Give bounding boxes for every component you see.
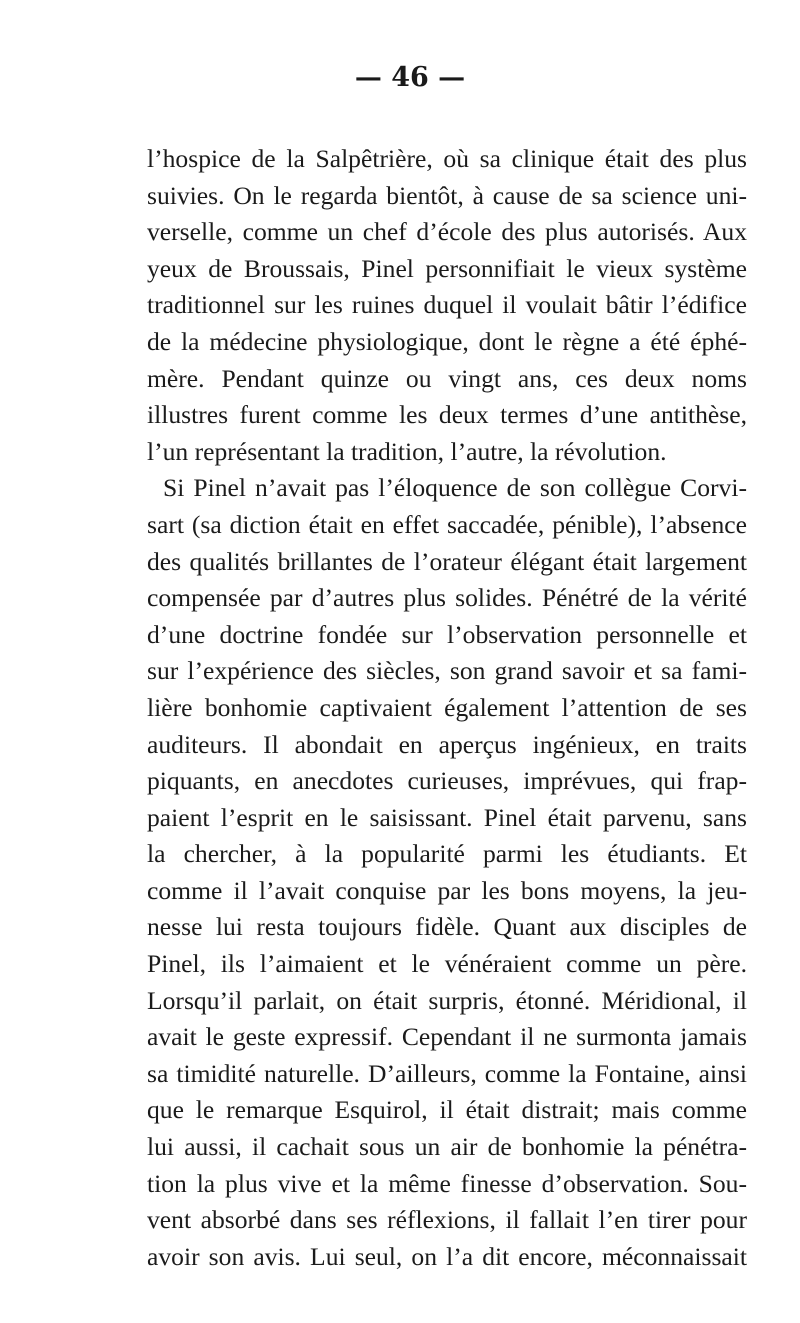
text-line: avoir son avis. Lui seul, on l’a dit encore, méconnaissait [147,1241,747,1271]
text-line: sur l’expérience des siècles, son grand savoir et sa fami- [147,656,747,686]
text-line: l’hospice de la Salpêtrière, où sa clinique était des plus [147,144,747,173]
text-line: Lorsqu’il parlait, on était surpris, étonné. Méridional, il [147,985,747,1015]
text-line: verselle, comme un chef d’école des plus autorisés. Aux [147,217,747,247]
text-line: que le remarque Esquirol, il était distrait; mais comme [147,1095,747,1125]
text-line: l’un représentant la tradition, l’autre, la révolution. [147,436,667,466]
page-number: — 46 — [354,62,466,93]
text-line: avait le geste expressif. Cependant il ne surmonta jamais [147,1022,747,1052]
text-line: auditeurs. Il abondait en aperçus ingénieux, en traits [147,729,747,759]
text-line: comme il l’avait conquise par les bons moyens, la jeu- [147,875,747,905]
text-line: mère. Pendant quinze ou vingt ans, ces deux noms [147,363,747,393]
text-line: lière bonhomie captivaient également l’attention de ses [147,692,747,722]
text-line: d’une doctrine fondée sur l’observation personnelle et [147,619,747,649]
text-line: traditionnel sur les ruines duquel il voulait bâtir l’édifice [147,290,747,320]
text-line: compensée par d’autres plus solides. Pénétré de la vérité [147,583,747,613]
text-line: sart (sa diction était en effet saccadée, pénible), l’absence [147,509,747,539]
text-line: piquants, en anecdotes curieuses, imprévues, qui frap- [147,766,747,796]
text-line: illustres furent comme les deux termes d’une antithèse, [147,400,747,430]
text-line: de la médecine physiologique, dont le règne a été éphé- [147,326,747,356]
text-line: lui aussi, il cachait sous un air de bonhomie la pénétra- [147,1132,747,1162]
text-line: la chercher, à la popularité parmi les étudiants. Et [147,839,747,869]
text-line: paient l’esprit en le saisissant. Pinel était parvenu, sans [147,802,747,832]
text-line: tion la plus vive et la même finesse d’observation. Sou- [147,1168,747,1198]
text-line-indented: Si Pinel n’avait pas l’éloquence de son collègue Corvi- [163,473,747,503]
text-line: nesse lui resta toujours fidèle. Quant aux disciples de [147,912,747,942]
text-line: des qualités brillantes de l’orateur élégant était largement [147,546,747,576]
text-line: Pinel, ils l’aimaient et le vénéraient comme un père. [147,949,747,979]
text-line: yeux de Broussais, Pinel personnifiait le vieux système [147,253,747,283]
text-line: vent absorbé dans ses réflexions, il fallait l’en tirer pour [147,1205,747,1235]
text-line: sa timidité naturelle. D’ailleurs, comme la Fontaine, ainsi [147,1058,747,1088]
text-line: suivies. On le regarda bientôt, à cause de sa science uni- [147,180,747,210]
body-text [147,141,747,1275]
